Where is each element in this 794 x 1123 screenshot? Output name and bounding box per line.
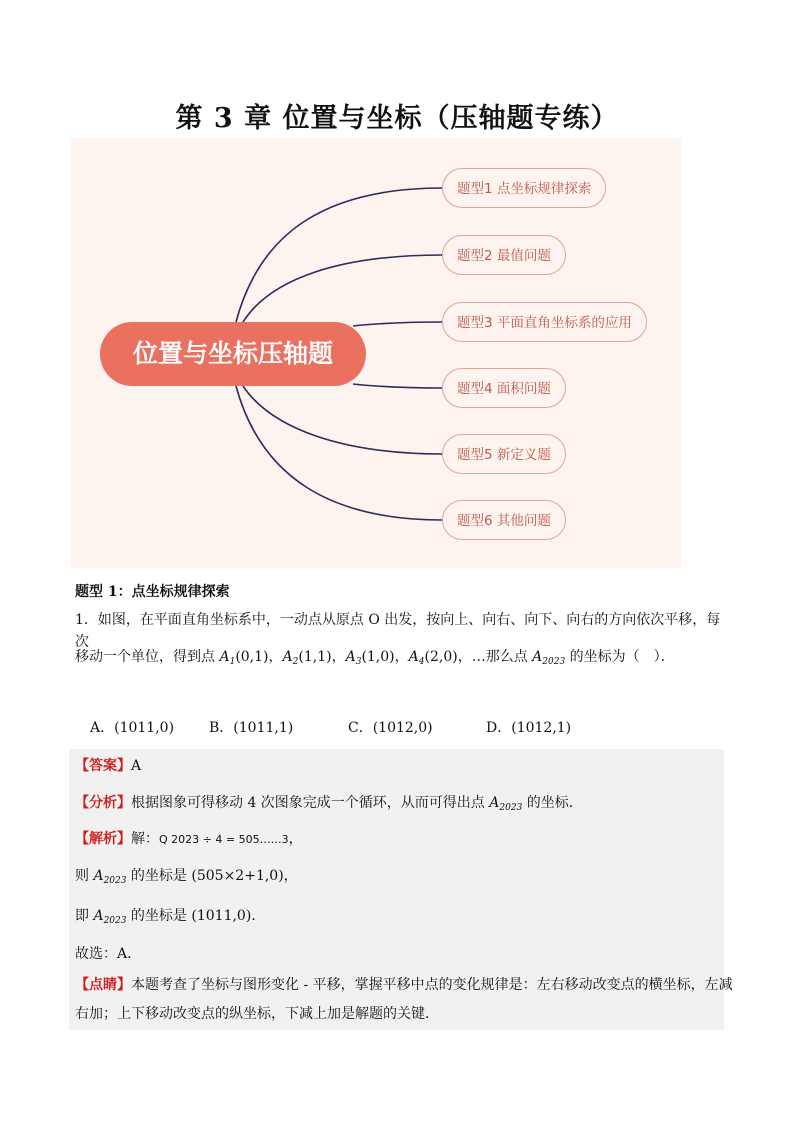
option-c: C．(1012,0) xyxy=(348,720,433,736)
mind-map xyxy=(71,138,681,568)
section-heading: 题型 1：点坐标规律探索 xyxy=(75,584,230,600)
mind-map-branch-3: 题型3 平面直角坐标系的应用 xyxy=(442,302,647,342)
choice-line: 故选：A． xyxy=(75,946,142,962)
connector-4 xyxy=(353,384,443,388)
analysis-line: 【分析】根据图象可得移动 4 次图象完成一个循环，从而可得出点 $A_{2023}$ 的坐标． xyxy=(75,795,583,813)
connector-5 xyxy=(243,386,443,454)
comment-line-2: 右加；上下移动改变点的纵坐标，下减上加是解题的关键． xyxy=(75,1006,439,1022)
solution-step-2: 即 $A_{2023}$ 的坐标是 (1011,0)． xyxy=(75,908,266,926)
mind-map-branch-1: 题型1 点坐标规律探索 xyxy=(442,168,606,208)
mind-map-branch-5: 题型5 新定义题 xyxy=(442,434,566,474)
mind-map-branch-4: 题型4 面积问题 xyxy=(442,368,566,408)
mind-map-branch-2: 题型2 最值问题 xyxy=(442,235,566,275)
connector-3 xyxy=(353,322,443,326)
mind-map-branch-6: 题型6 其他问题 xyxy=(442,500,566,540)
answer-options xyxy=(75,717,725,741)
mind-map-root: 位置与坐标压轴题 xyxy=(100,322,366,386)
solution-step-1: 则 $A_{2023}$ 的坐标是 (505×2+1,0)， xyxy=(75,868,298,886)
comment-line-1: 【点睛】本题考查了坐标与图形变化 - 平移，掌握平移中点的变化规律是：左右移动改变点的横坐标，左减 xyxy=(75,977,733,993)
question-line-2: 移动一个单位，得到点 $A_1(0,1)$，$A_2(1,1)$，$A_3(1,0)$，$A_4(2,0)$，…那么点 $A_{2023}$ 的坐标为（ ）． xyxy=(75,649,675,667)
page-title: 第 3 章 位置与坐标（压轴题专练） xyxy=(175,103,619,134)
solution-line: 【解析】解：Q 2023 ÷ 4 = 505……3， xyxy=(75,831,303,847)
connector-2 xyxy=(243,255,443,322)
option-b: B．(1011,1) xyxy=(209,720,294,736)
option-d: D．(1012,1) xyxy=(486,720,572,736)
answer-line: 【答案】A xyxy=(75,758,142,774)
question-line-1: 1．如图，在平面直角坐标系中，一动点从原点 O 出发，按向上、向右、向下、向右的方向依次平移，每次 xyxy=(75,612,721,650)
option-a: A．(1011,0) xyxy=(90,720,175,736)
